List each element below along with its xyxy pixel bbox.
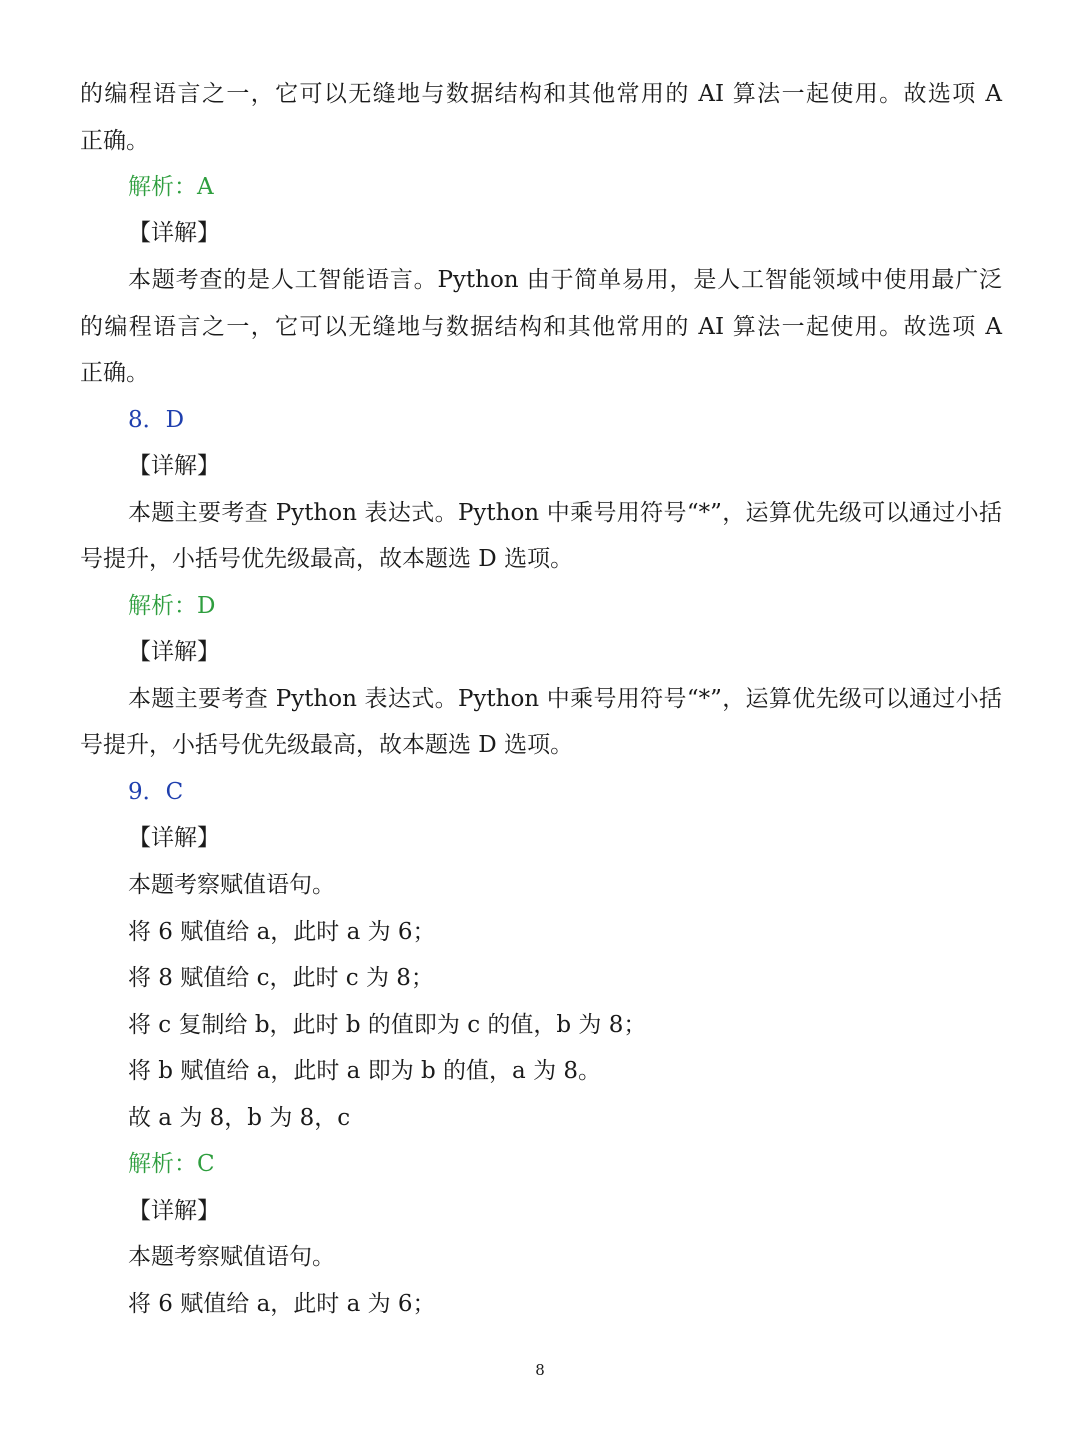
analysis-label: 解析：D [128, 593, 216, 619]
detail-heading: 【详解】 [128, 1198, 220, 1224]
detail-heading: 【详解】 [128, 453, 220, 479]
paragraph-line: 故 a 为 8，b 为 8，c [128, 1105, 351, 1131]
page-number: 8 [535, 1361, 545, 1379]
paragraph-line: 将 6 赋值给 a，此时 a 为 6； [128, 1291, 436, 1317]
detail-heading: 【详解】 [128, 639, 220, 665]
question-number: 8．D [128, 407, 185, 433]
detail-heading: 【详解】 [128, 825, 220, 851]
paragraph-line: 本题主要考查 Python 表达式。Python 中乘号用符号“*”，运算优先级可以通过小括 [128, 686, 1002, 712]
paragraph-line: 本题考察赋值语句。 [128, 1244, 335, 1270]
paragraph-line: 号提升，小括号优先级最高，故本题选 D 选项。 [80, 546, 574, 572]
paragraph-line: 本题考察赋值语句。 [128, 872, 335, 898]
detail-heading: 【详解】 [128, 220, 220, 246]
paragraph-line: 正确。 [80, 128, 149, 154]
paragraph-line: 将 c 复制给 b，此时 b 的值即为 c 的值，b 为 8； [128, 1012, 647, 1038]
paragraph-line: 将 6 赋值给 a，此时 a 为 6； [128, 919, 436, 945]
paragraph-line: 正确。 [80, 360, 149, 386]
paragraph-line: 号提升，小括号优先级最高，故本题选 D 选项。 [80, 732, 574, 758]
question-number: 9．C [128, 779, 184, 805]
analysis-label: 解析：C [128, 1151, 215, 1177]
paragraph-line: 将 b 赋值给 a，此时 a 即为 b 的值，a 为 8。 [128, 1058, 602, 1084]
paragraph-line: 的编程语言之一，它可以无缝地与数据结构和其他常用的 AI 算法一起使用。故选项 A [80, 314, 1002, 340]
paragraph-line: 的编程语言之一，它可以无缝地与数据结构和其他常用的 AI 算法一起使用。故选项 A [80, 81, 1002, 107]
analysis-label: 解析：A [128, 174, 214, 200]
paragraph-line: 本题主要考查 Python 表达式。Python 中乘号用符号“*”，运算优先级可以通过小括 [128, 500, 1002, 526]
paragraph-line: 本题考查的是人工智能语言。Python 由于简单易用，是人工智能领域中使用最广泛 [128, 267, 1002, 293]
paragraph-line: 将 8 赋值给 c，此时 c 为 8； [128, 965, 434, 991]
